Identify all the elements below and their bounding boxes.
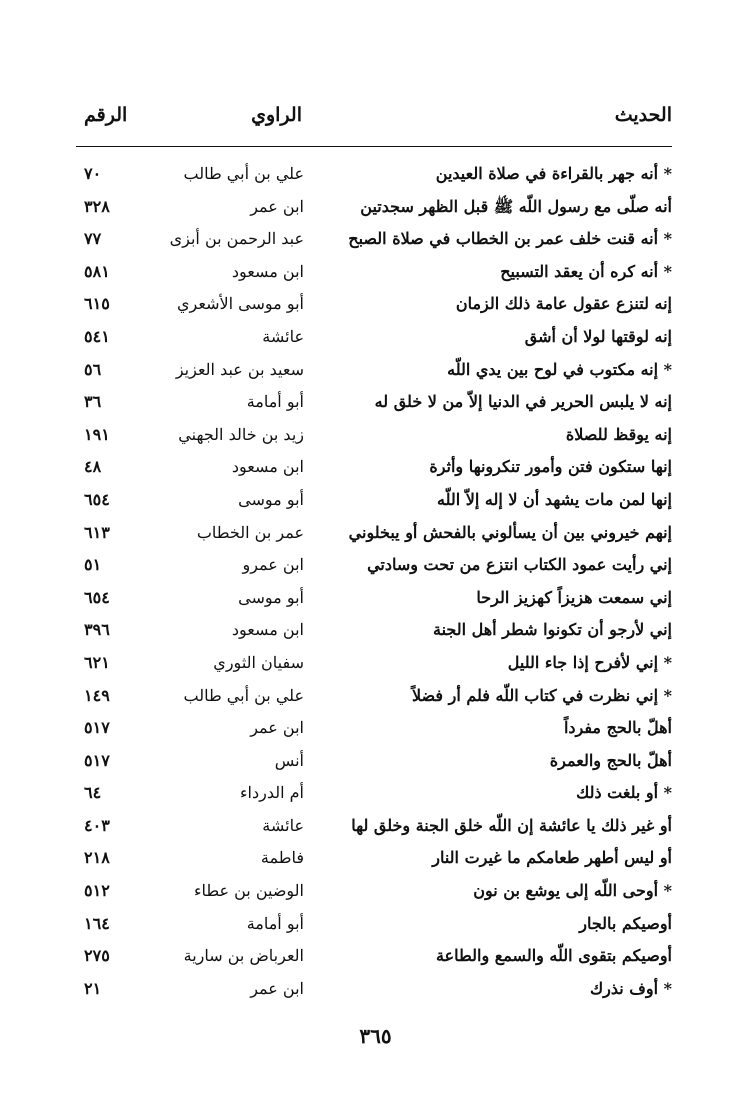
narrator-name: فاطمة [260, 848, 304, 868]
narrator-name: أبو موسى [238, 489, 304, 509]
narrator-name: ابن مسعود [231, 620, 304, 640]
hadith-text: * أوحى اللّه إلى يوشع بن نون [473, 881, 672, 901]
hadith-text: أو ليس أطهر طعامكم ما غيرت النار [432, 848, 672, 868]
hadith-text: أهلّ بالحج والعمرة [549, 750, 672, 770]
table-row [76, 745, 672, 778]
narrator-name: ابن عمر [250, 978, 304, 998]
narrator-name: أبو موسى [238, 587, 304, 607]
narrator-name: عائشة [262, 326, 304, 346]
hadith-text: إنه لا يلبس الحرير في الدنيا إلاّ من لا خلق له [374, 392, 672, 412]
narrator-name: عبد الرحمن بن أبزى [169, 229, 304, 249]
hadith-text: إني سمعت هزيزاً كهزيز الرحا [476, 587, 672, 607]
hadith-text: * أو بلغت ذلك [576, 783, 672, 803]
narrator-name: عمر بن الخطاب [196, 522, 304, 542]
table-row [76, 842, 672, 875]
hadith-text: * إنه مكتوب في لوح بين يدي اللّه [447, 359, 672, 379]
narrator-name: ابن مسعود [231, 457, 304, 477]
table-row [76, 288, 672, 321]
header-divider [76, 146, 672, 147]
table-row [76, 549, 672, 582]
hadith-text: * إني لأفرح إذا جاء الليل [507, 652, 672, 672]
table-header [76, 104, 672, 140]
hadith-number: ٥١٢ [84, 881, 110, 901]
table-row [76, 647, 672, 680]
hadith-number: ٢١٨ [84, 848, 110, 868]
narrator-name: ابن عمر [250, 718, 304, 738]
header-rawi: الراوي [251, 104, 302, 126]
hadith-number: ٥٤١ [84, 326, 110, 346]
hadith-text: إني رأيت عمود الكتاب انتزع من تحت وسادتي [367, 555, 672, 575]
hadith-text: إنها ستكون فتن وأمور تنكرونها وأثرة [429, 457, 672, 477]
hadith-text: إنه لوقتها لولا أن أشق [524, 326, 672, 346]
hadith-number: ٥١٧ [84, 718, 110, 738]
hadith-text: إنهم خيروني بين أن يسألوني بالفحش أو يبخلوني [348, 522, 672, 542]
hadith-text: إنه يوقظ للصلاة [565, 424, 672, 444]
hadith-text: إنها لمن مات يشهد أن لا إله إلاّ اللّه [436, 489, 672, 509]
header-number: الرقم [84, 104, 128, 126]
hadith-text: * أنه قنت خلف عمر بن الخطاب في صلاة الصبح [348, 229, 672, 249]
narrator-name: ابن عمر [250, 196, 304, 216]
narrator-name: أبو موسى الأشعري [177, 294, 304, 314]
hadith-number: ٢٧٥ [84, 946, 110, 966]
hadith-number: ٥٨١ [84, 261, 110, 281]
hadith-number: ١٩١ [84, 424, 110, 444]
hadith-number: ٦١٥ [84, 294, 110, 314]
table-row [76, 419, 672, 452]
narrator-name: علي بن أبي طالب [183, 685, 304, 705]
hadith-index-table [76, 158, 672, 1005]
hadith-text: أهلّ بالحج مفرداً [563, 718, 672, 738]
table-row [76, 223, 672, 256]
table-row [76, 680, 672, 713]
table-row [76, 386, 672, 419]
hadith-number: ٥٦ [84, 359, 102, 379]
hadith-number: ٥١ [84, 555, 102, 575]
narrator-name: سعيد بن عبد العزيز [175, 359, 304, 379]
narrator-name: أبو أمامة [246, 392, 304, 412]
page-number: ٣٦٥ [359, 1024, 392, 1048]
hadith-number: ١٤٩ [84, 685, 110, 705]
header-hadith: الحديث [614, 104, 672, 126]
hadith-number: ١٦٤ [84, 913, 110, 933]
hadith-number: ٣٢٨ [84, 196, 110, 216]
narrator-name: أم الدرداء [240, 783, 304, 803]
table-row [76, 940, 672, 973]
hadith-number: ٤٠٣ [84, 815, 110, 835]
table-row [76, 517, 672, 550]
narrator-name: علي بن أبي طالب [183, 164, 304, 183]
hadith-text: * أنه كره أن يعقد التسبيح [500, 261, 672, 281]
table-row [76, 191, 672, 224]
table-row [76, 908, 672, 941]
hadith-text: أوصيكم بتقوى اللّه والسمع والطاعة [436, 946, 672, 966]
hadith-number: ٧٧ [84, 229, 102, 249]
table-row [76, 451, 672, 484]
table-row [76, 158, 672, 191]
table-row [76, 354, 672, 387]
hadith-number: ٦١٣ [84, 522, 110, 542]
table-row [76, 973, 672, 1006]
hadith-number: ٧٠ [84, 164, 102, 183]
hadith-text: * أوف نذرك [589, 978, 672, 998]
hadith-number: ٤٨ [84, 457, 102, 477]
table-row [76, 777, 672, 810]
narrator-name: ابن عمرو [242, 555, 304, 575]
narrator-name: العرباض بن سارية [183, 946, 304, 966]
hadith-number: ٢١ [84, 978, 102, 998]
narrator-name: سفيان الثوري [213, 652, 304, 672]
table-row [76, 484, 672, 517]
hadith-text: أنه صلّى مع رسول اللّه ﷺ قبل الظهر سجدتين [360, 196, 672, 216]
table-row [76, 875, 672, 908]
hadith-text: * أنه جهر بالقراءة في صلاة العيدين [435, 164, 672, 183]
hadith-text: * إني نظرت في كتاب اللّه فلم أر فضلاً [411, 685, 672, 705]
narrator-name: أبو أمامة [246, 913, 304, 933]
hadith-number: ٣٦ [84, 392, 102, 412]
table-row [76, 810, 672, 843]
hadith-number: ٣٩٦ [84, 620, 110, 640]
hadith-number: ٦٥٤ [84, 587, 110, 607]
hadith-number: ٦٥٤ [84, 489, 110, 509]
hadith-number: ٦٤ [84, 783, 102, 803]
hadith-text: إني لأرجو أن تكونوا شطر أهل الجنة [433, 620, 672, 640]
narrator-name: ابن مسعود [231, 261, 304, 281]
hadith-number: ٦٢١ [84, 652, 110, 672]
table-row [76, 712, 672, 745]
narrator-name: عائشة [262, 815, 304, 835]
hadith-text: أوصيكم بالجار [579, 913, 672, 933]
table-row [76, 321, 672, 354]
narrator-name: الوضين بن عطاء [193, 881, 304, 901]
narrator-name: أنس [274, 750, 304, 770]
hadith-text: أو غير ذلك يا عائشة إن اللّه خلق الجنة وخلق لها [351, 815, 672, 835]
narrator-name: زيد بن خالد الجهني [178, 424, 304, 444]
hadith-number: ٥١٧ [84, 750, 110, 770]
table-row [76, 256, 672, 289]
table-row [76, 614, 672, 647]
table-row [76, 582, 672, 615]
hadith-text: إنه لتنزع عقول عامة ذلك الزمان [455, 294, 672, 314]
